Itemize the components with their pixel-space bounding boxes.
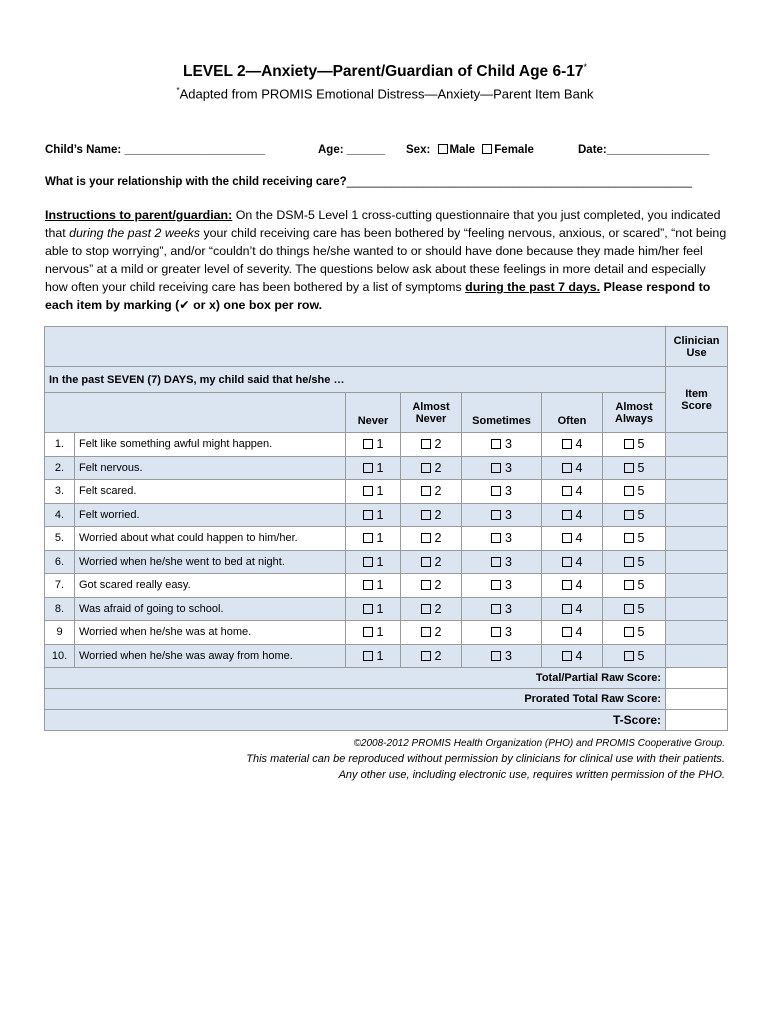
response-option[interactable]: [346, 597, 401, 621]
option-value: 3: [505, 554, 512, 569]
table-row: [45, 433, 728, 457]
option-value: 2: [434, 554, 442, 569]
response-option[interactable]: [346, 621, 401, 645]
checkbox-icon: [363, 439, 373, 449]
checkbox-icon: [363, 486, 373, 496]
checkbox-icon: [562, 463, 572, 473]
prorated-score-field[interactable]: [666, 689, 728, 710]
item-score-cell[interactable]: [666, 574, 728, 598]
response-option[interactable]: [462, 550, 542, 574]
t-score-label: T-Score:: [45, 710, 666, 731]
checkbox-icon: [624, 439, 634, 449]
option-value: 3: [505, 484, 512, 499]
checkbox-icon: [562, 604, 572, 614]
option-value: 4: [575, 578, 583, 593]
option-value: 2: [434, 484, 442, 499]
option-value: 4: [575, 507, 583, 522]
option-value: 3: [505, 601, 512, 616]
checkbox-icon: [562, 651, 572, 661]
option-value: 1: [376, 601, 384, 616]
item-number: 4.: [45, 503, 75, 527]
response-option[interactable]: [401, 456, 462, 480]
option-value: 5: [637, 484, 645, 499]
checkbox-icon: [363, 580, 373, 590]
option-value: 4: [575, 601, 583, 616]
checkbox-icon: [421, 486, 431, 496]
response-option[interactable]: [401, 621, 462, 645]
option-value: 5: [637, 578, 645, 593]
item-score-cell[interactable]: [666, 456, 728, 480]
checkbox-icon: [562, 627, 572, 637]
option-value: 4: [575, 625, 583, 640]
option-value: 5: [637, 601, 645, 616]
checkbox-icon: [562, 510, 572, 520]
response-option[interactable]: [401, 597, 462, 621]
sex-field: [406, 144, 534, 156]
checkbox-icon: [421, 651, 431, 661]
option-value: 3: [505, 578, 512, 593]
checkbox-icon: [562, 580, 572, 590]
option-value: 2: [434, 460, 442, 475]
response-option[interactable]: [542, 644, 603, 668]
item-number: 8.: [45, 597, 75, 621]
table-row: [45, 597, 728, 621]
prorated-score-label: Prorated Total Raw Score:: [45, 689, 666, 710]
response-option[interactable]: [346, 527, 401, 551]
question-stem: In the past SEVEN (7) DAYS, my child said that he/she …: [45, 367, 666, 393]
header-spacer: [45, 393, 346, 433]
female-label: Female: [494, 144, 534, 156]
checkbox-icon: [421, 627, 431, 637]
table-row: [45, 503, 728, 527]
header-blank: [45, 327, 666, 367]
checkbox-icon: [624, 627, 634, 637]
option-value: 1: [376, 460, 384, 475]
table-row: [45, 621, 728, 645]
response-option[interactable]: [462, 456, 542, 480]
checkbox-icon: [491, 557, 501, 567]
checkbox-icon: [363, 557, 373, 567]
table-row: [45, 456, 728, 480]
t-score-field[interactable]: [666, 710, 728, 731]
checkbox-icon: [624, 651, 634, 661]
instructions: Instructions to parent/guardian: On the DSM-5 Level 1 cross-cutting questionnaire that you just completed, you indicated that during the past 2 weeks your child receiving care has been bothered by “feeling nervous, anxious, or scared”, “not being able to stop worrying”, and/or “couldn’t do things he/she wanted to or should have done because they made him/her feel nervous” at a mild or greater level of severity. The questions below ask about these feelings in more detail and especially how often your child receiving care has been bothered by a list of symptoms during the past 7 days. Please respond to each item by marking (✔ or x) one box per row.: [45, 208, 727, 312]
response-option[interactable]: [462, 503, 542, 527]
option-value: 1: [376, 648, 384, 663]
page-subtitle: *Adapted from PROMIS Emotional Distress—Anxiety—Parent Item Bank: [176, 86, 594, 102]
item-score-header: Item Score: [666, 367, 728, 433]
child-name-field[interactable]: Child’s Name: ______________________: [45, 144, 266, 156]
option-value: 1: [376, 554, 384, 569]
response-option[interactable]: [603, 550, 666, 574]
checkbox-icon: [421, 463, 431, 473]
item-score-cell[interactable]: [666, 503, 728, 527]
page-title: LEVEL 2—Anxiety—Parent/Guardian of Child Age 6-17*: [182, 62, 588, 81]
total-raw-score-field[interactable]: [666, 668, 728, 689]
response-option[interactable]: [346, 456, 401, 480]
item-number: 10.: [45, 644, 75, 668]
response-option[interactable]: [462, 574, 542, 598]
option-value: 5: [637, 437, 645, 452]
option-value: 5: [637, 531, 645, 546]
option-value: 4: [575, 531, 583, 546]
option-value: 2: [434, 625, 442, 640]
item-score-cell[interactable]: [666, 550, 728, 574]
option-value: 5: [637, 648, 645, 663]
option-value: 5: [637, 625, 645, 640]
checkbox-icon: [421, 439, 431, 449]
checkbox-icon: [421, 580, 431, 590]
checkbox-icon: [624, 510, 634, 520]
checkbox-icon: [363, 463, 373, 473]
relationship-blank[interactable]: ______________________________________________________: [346, 176, 692, 188]
option-value: 3: [505, 437, 512, 452]
checkbox-icon: [562, 439, 572, 449]
sex-label: Sex:: [406, 144, 431, 156]
col-almost-always: Almost Always: [603, 393, 666, 433]
item-number: 9: [45, 621, 75, 645]
checkbox-icon: [363, 533, 373, 543]
response-option[interactable]: [401, 574, 462, 598]
response-option[interactable]: [401, 644, 462, 668]
response-option[interactable]: [462, 621, 542, 645]
questionnaire-table: [44, 326, 728, 731]
item-number: 7.: [45, 574, 75, 598]
female-checkbox[interactable]: [482, 144, 492, 154]
permission-note: This material can be reproduced without permission by clinicians for clinical use with their patients.: [246, 753, 725, 765]
checkbox-icon: [562, 486, 572, 496]
checkbox-icon: [562, 557, 572, 567]
response-option[interactable]: [603, 527, 666, 551]
item-text: Got scared really easy.: [75, 574, 346, 598]
response-option[interactable]: [542, 503, 603, 527]
checkbox-icon: [421, 533, 431, 543]
checkbox-icon: [363, 627, 373, 637]
option-value: 5: [637, 554, 645, 569]
response-option[interactable]: [542, 433, 603, 457]
option-value: 3: [505, 625, 512, 640]
checkbox-icon: [363, 510, 373, 520]
response-option[interactable]: [462, 433, 542, 457]
response-option[interactable]: [346, 503, 401, 527]
item-text: Worried about what could happen to him/her.: [75, 527, 346, 551]
option-value: 2: [434, 648, 442, 663]
checkbox-icon: [491, 463, 501, 473]
option-value: 2: [434, 601, 442, 616]
checkbox-icon: [491, 627, 501, 637]
response-option[interactable]: [401, 480, 462, 504]
response-option[interactable]: [603, 480, 666, 504]
response-option[interactable]: [346, 550, 401, 574]
option-value: 3: [505, 531, 512, 546]
response-option[interactable]: [401, 503, 462, 527]
item-text: Felt like something awful might happen.: [75, 433, 346, 457]
response-option[interactable]: [462, 597, 542, 621]
response-option[interactable]: [346, 433, 401, 457]
checkbox-icon: [562, 533, 572, 543]
clinician-use-header: Clinician Use: [666, 327, 728, 367]
response-option[interactable]: [401, 527, 462, 551]
response-option[interactable]: [603, 597, 666, 621]
checkmark-icon: ✔: [179, 298, 190, 312]
item-score-cell[interactable]: [666, 597, 728, 621]
item-number: 2.: [45, 456, 75, 480]
male-label: Male: [449, 144, 476, 156]
option-value: 2: [434, 531, 442, 546]
checkbox-icon: [491, 510, 501, 520]
item-number: 3.: [45, 480, 75, 504]
option-value: 3: [505, 507, 512, 522]
response-option[interactable]: [462, 527, 542, 551]
checkbox-icon: [491, 486, 501, 496]
response-option[interactable]: [542, 597, 603, 621]
table-row: [45, 550, 728, 574]
male-checkbox[interactable]: [438, 144, 448, 154]
option-value: 4: [575, 648, 583, 663]
item-text: Felt scared.: [75, 480, 346, 504]
response-option[interactable]: [603, 574, 666, 598]
checkbox-icon: [421, 604, 431, 614]
item-score-cell[interactable]: [666, 527, 728, 551]
response-option[interactable]: [603, 644, 666, 668]
option-value: 1: [376, 507, 384, 522]
option-value: 4: [575, 460, 583, 475]
item-text: Felt nervous.: [75, 456, 346, 480]
copyright: ©2008-2012 PROMIS Health Organization (PHO) and PROMIS Cooperative Group.: [353, 738, 725, 749]
item-number: 1.: [45, 433, 75, 457]
option-value: 1: [376, 531, 384, 546]
checkbox-icon: [491, 533, 501, 543]
permission-note-2: Any other use, including electronic use, requires written permission of the PHO.: [338, 769, 725, 781]
col-sometimes: Sometimes: [462, 393, 542, 433]
response-option[interactable]: [542, 550, 603, 574]
item-text: Worried when he/she was at home.: [75, 621, 346, 645]
option-value: 3: [505, 648, 512, 663]
checkbox-icon: [624, 486, 634, 496]
checkbox-icon: [421, 557, 431, 567]
col-never: Never: [346, 393, 401, 433]
option-value: 4: [575, 554, 583, 569]
item-number: 6.: [45, 550, 75, 574]
option-value: 3: [505, 460, 512, 475]
item-score-cell[interactable]: [666, 480, 728, 504]
response-option[interactable]: [346, 574, 401, 598]
response-option[interactable]: [542, 621, 603, 645]
option-value: 2: [434, 437, 442, 452]
response-option[interactable]: [401, 550, 462, 574]
checkbox-icon: [363, 651, 373, 661]
checkbox-icon: [491, 651, 501, 661]
checkbox-icon: [624, 604, 634, 614]
response-option[interactable]: [603, 621, 666, 645]
item-score-cell[interactable]: [666, 644, 728, 668]
date-field[interactable]: Date:________________: [578, 144, 710, 156]
item-text: Worried when he/she was away from home.: [75, 644, 346, 668]
response-option[interactable]: [603, 503, 666, 527]
response-option[interactable]: [603, 456, 666, 480]
relationship-label: What is your relationship with the child receiving care?: [45, 176, 347, 188]
response-option[interactable]: [542, 574, 603, 598]
table-row: [45, 527, 728, 551]
item-score-cell[interactable]: [666, 433, 728, 457]
response-option[interactable]: [542, 527, 603, 551]
table-row: [45, 644, 728, 668]
table-row: [45, 480, 728, 504]
item-number: 5.: [45, 527, 75, 551]
option-value: 2: [434, 507, 442, 522]
option-value: 1: [376, 437, 384, 452]
checkbox-icon: [491, 439, 501, 449]
checkbox-icon: [624, 580, 634, 590]
option-value: 4: [575, 437, 583, 452]
item-score-cell[interactable]: [666, 621, 728, 645]
response-option[interactable]: [346, 644, 401, 668]
response-option[interactable]: [603, 433, 666, 457]
option-value: 4: [575, 484, 583, 499]
col-almost-never: Almost Never: [401, 393, 462, 433]
option-value: 1: [376, 625, 384, 640]
option-value: 1: [376, 578, 384, 593]
option-value: 2: [434, 578, 442, 593]
checkbox-icon: [421, 510, 431, 520]
checkbox-icon: [624, 557, 634, 567]
checkbox-icon: [624, 533, 634, 543]
response-option[interactable]: [401, 433, 462, 457]
table-row: [45, 574, 728, 598]
item-text: Worried when he/she went to bed at night.: [75, 550, 346, 574]
relationship-field: [45, 176, 692, 188]
checkbox-icon: [363, 604, 373, 614]
col-often: Often: [542, 393, 603, 433]
response-option[interactable]: [462, 644, 542, 668]
response-option[interactable]: [542, 456, 603, 480]
response-option[interactable]: [542, 480, 603, 504]
response-option[interactable]: [462, 480, 542, 504]
age-field[interactable]: Age: ______: [318, 144, 386, 156]
checkbox-icon: [491, 580, 501, 590]
option-value: 5: [637, 460, 645, 475]
item-text: Felt worried.: [75, 503, 346, 527]
checkbox-icon: [491, 604, 501, 614]
option-value: 1: [376, 484, 384, 499]
response-option[interactable]: [346, 480, 401, 504]
checkbox-icon: [624, 463, 634, 473]
item-text: Was afraid of going to school.: [75, 597, 346, 621]
total-raw-score-label: Total/Partial Raw Score:: [45, 668, 666, 689]
option-value: 5: [637, 507, 645, 522]
